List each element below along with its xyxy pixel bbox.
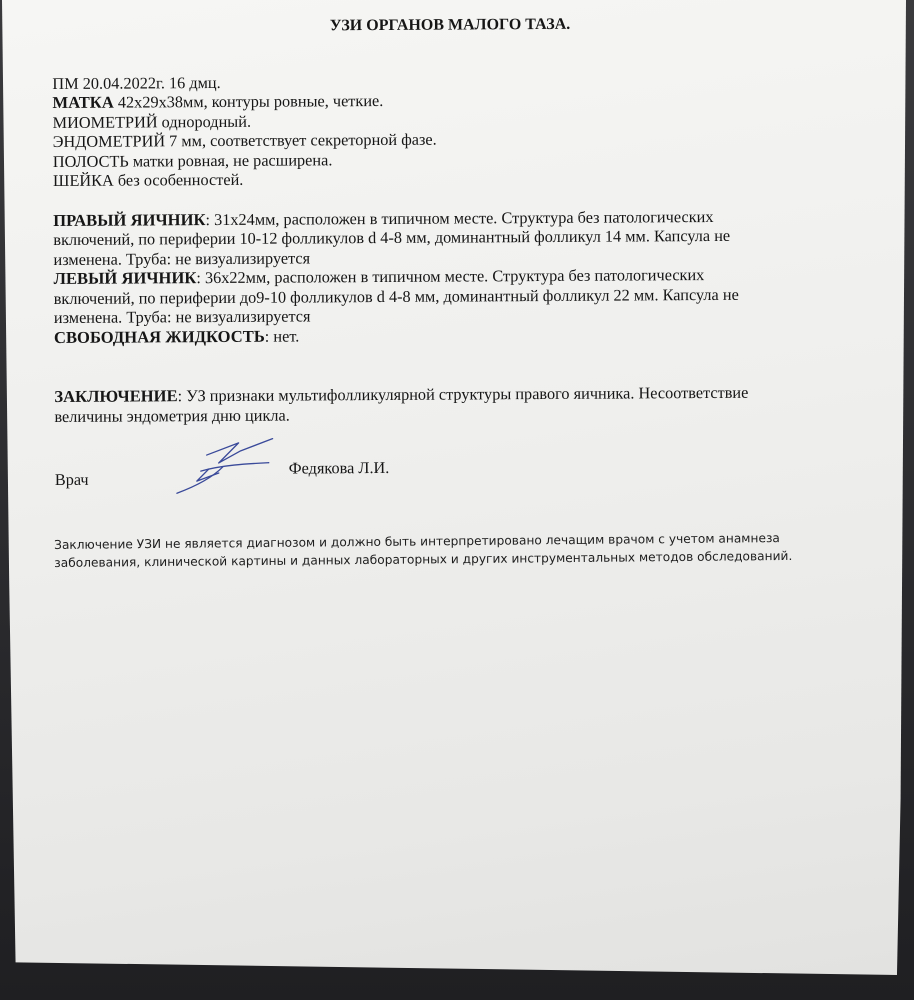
free-fluid-text: : нет. [264,325,300,346]
endometrium-line: ЭНДОМЕТРИЙ 7 мм, соответствует секреторной фазе. [52,129,437,151]
left-ovary-line-2: включений, по периферии до9-10 фолликулов d 4-8 мм, доминантный фолликул 22 мм. Капсула не [53,284,739,308]
conclusion-text-1: : УЗ признаки мультифолликулярной структуры правого яичника. Несоответствие [177,382,749,406]
disclaimer-line-2: заболевания, клинической картины и данных лабораторных и других инструментальных методов обследований. [54,548,793,570]
right-ovary-text-1: : 31х24мм, расположен в типичном месте. Структура без патологических [205,206,714,229]
report-title: УЗИ ОРГАНОВ МАЛОГО ТАЗА. [329,15,571,35]
spacer [54,342,854,387]
conclusion-label: ЗАКЛЮЧЕНИЕ [54,386,178,406]
right-ovary-label: ПРАВЫЙ ЯИЧНИК [53,209,206,230]
doctor-name: Федякова Л.И. [288,457,390,478]
uterus-label: МАТКА [52,92,114,112]
right-ovary-line-2: включений, по периферии 10-12 фолликулов d 4-8 мм, доминантный фолликул 14 мм. Капсула не [53,225,731,249]
left-ovary-line-3: изменена. Труба: не визуализируется [53,306,311,327]
cavity-line: ПОЛОСТЬ матки ровная, не расширена. [52,149,333,171]
cervix-line: ШЕЙКА без особенностей. [52,169,244,190]
disclaimer [54,528,844,572]
uterus-text: 42х29х38мм, контуры ровные, четкие. [113,90,384,112]
free-fluid-label: СВОБОДНАЯ ЖИДКОСТЬ [53,326,265,347]
left-ovary-label: ЛЕВЫЙ ЯИЧНИК [53,268,197,288]
right-ovary-line-3: изменена. Труба: не визуализируется [53,247,311,269]
myometrium-line: МИОМЕТРИЙ однородный. [52,111,252,132]
disclaimer-line-1: Заключение УЗИ не является диагнозом и должно быть интерпретировано лечащим врачом с учетом анамнеза [54,531,780,552]
report-body [52,13,855,510]
left-ovary-text-1: : 36х22мм, расположен в типичном месте. Структура без патологических [196,265,705,288]
doctor-signature-row [55,451,855,510]
conclusion-line-2: величины эндометрия дню цикла. [54,405,290,426]
doctor-label: Врач [54,469,89,489]
lmp-line: ПМ 20.04.2022г. 16 дмц. [52,72,221,93]
handwritten-signature [173,437,298,498]
